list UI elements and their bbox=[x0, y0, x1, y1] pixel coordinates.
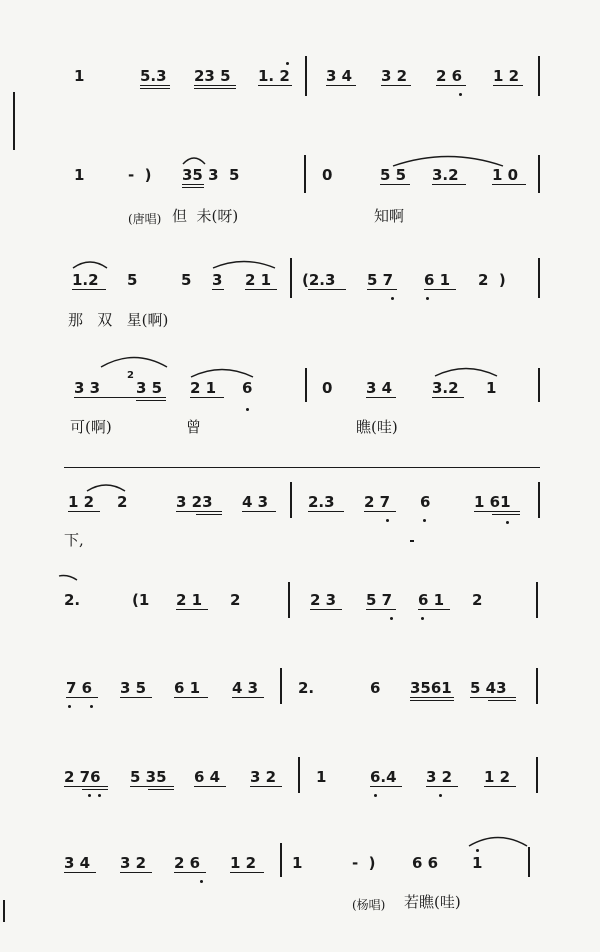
note: 1 2 bbox=[484, 768, 511, 786]
lyric: 可(啊) bbox=[70, 418, 112, 436]
note: 3 4 bbox=[366, 379, 393, 397]
note: 1 2 bbox=[68, 493, 95, 511]
note: 1 bbox=[74, 166, 85, 184]
note: 2 ) bbox=[478, 271, 506, 289]
lyric: 瞧(哇) bbox=[356, 418, 398, 436]
note: 2 6 bbox=[174, 854, 201, 872]
note: 2 bbox=[230, 591, 241, 609]
note: 5 5 bbox=[380, 166, 407, 184]
note: 2 6 bbox=[436, 67, 463, 85]
note: 2 3 bbox=[310, 591, 337, 609]
note: 1 bbox=[292, 854, 303, 872]
note: 3.2 bbox=[432, 166, 459, 184]
note: 5 7 bbox=[367, 271, 394, 289]
note: 35 3 5 bbox=[182, 166, 240, 184]
note: 1 0 bbox=[492, 166, 519, 184]
margin-mark bbox=[3, 900, 5, 922]
note: 6.4 bbox=[370, 768, 397, 786]
margin-mark bbox=[13, 92, 15, 150]
note: 3 3 bbox=[74, 379, 101, 397]
note: 6 6 bbox=[412, 854, 439, 872]
note: (2.3 bbox=[302, 271, 336, 289]
note: 5 bbox=[127, 271, 138, 289]
section-rule bbox=[64, 467, 540, 468]
note: 0 bbox=[322, 166, 333, 184]
note: 1 2 bbox=[493, 67, 520, 85]
note: - ) bbox=[128, 166, 152, 184]
note: 2 1 bbox=[190, 379, 217, 397]
note: 1 bbox=[486, 379, 497, 397]
note: 2 7 bbox=[364, 493, 391, 511]
note: 1 61 bbox=[474, 493, 511, 511]
tie-fragment bbox=[58, 574, 78, 582]
note: 6 bbox=[420, 493, 431, 511]
note: 2 1 bbox=[176, 591, 203, 609]
note: 5 bbox=[181, 271, 192, 289]
note: 1.2 bbox=[72, 271, 99, 289]
note: 3 bbox=[212, 271, 223, 289]
note: 23 5 bbox=[194, 67, 231, 85]
note: 3 5 bbox=[136, 379, 163, 397]
lyric: 但 未(呀) bbox=[172, 207, 239, 225]
note: 2. bbox=[298, 679, 315, 697]
lyric: 曾 bbox=[186, 418, 202, 436]
note: 3 4 bbox=[326, 67, 353, 85]
note: - ) bbox=[352, 854, 376, 872]
note: 1 bbox=[74, 67, 85, 85]
note: 1 bbox=[472, 854, 483, 872]
note: 3.2 bbox=[432, 379, 459, 397]
note: 3 2 bbox=[381, 67, 408, 85]
note: 4 3 bbox=[232, 679, 259, 697]
note: 6 4 bbox=[194, 768, 221, 786]
lyric: 知啊 bbox=[374, 207, 405, 225]
note: 6 bbox=[370, 679, 381, 697]
note: 2. bbox=[64, 591, 81, 609]
note: 3 4 bbox=[64, 854, 91, 872]
grace-note: 2 bbox=[127, 370, 134, 381]
note: 5 7 bbox=[366, 591, 393, 609]
note: 3 2 bbox=[250, 768, 277, 786]
note: 6 1 bbox=[424, 271, 451, 289]
lyric: 那 双 星(啊) bbox=[68, 311, 169, 329]
note: 7 6 bbox=[66, 679, 93, 697]
note: 3 5 bbox=[120, 679, 147, 697]
note: 2 bbox=[472, 591, 483, 609]
note: 1 bbox=[316, 768, 327, 786]
lyric: (杨唱) bbox=[352, 898, 386, 912]
note: 2 76 bbox=[64, 768, 101, 786]
note: 6 bbox=[242, 379, 253, 397]
note: 1 2 bbox=[230, 854, 257, 872]
note: 2 bbox=[117, 493, 128, 511]
lyric: 若瞧(哇) bbox=[404, 893, 461, 911]
note: 1. 2 bbox=[258, 67, 290, 85]
note: 5.3 bbox=[140, 67, 167, 85]
note: (1 bbox=[132, 591, 150, 609]
note: 2 1 bbox=[245, 271, 272, 289]
note: 6 1 bbox=[174, 679, 201, 697]
note: 3 2 bbox=[426, 768, 453, 786]
lyric: 下, bbox=[64, 531, 84, 549]
note: 5 35 bbox=[130, 768, 167, 786]
note: 0 bbox=[322, 379, 333, 397]
note: 3561 bbox=[410, 679, 452, 697]
note: 5 43 bbox=[470, 679, 507, 697]
note: 3 23 bbox=[176, 493, 213, 511]
lyric: (唐唱) bbox=[128, 212, 162, 226]
note: 4 3 bbox=[242, 493, 269, 511]
note: 6 1 bbox=[418, 591, 445, 609]
note: 3 2 bbox=[120, 854, 147, 872]
note: 2.3 bbox=[308, 493, 335, 511]
